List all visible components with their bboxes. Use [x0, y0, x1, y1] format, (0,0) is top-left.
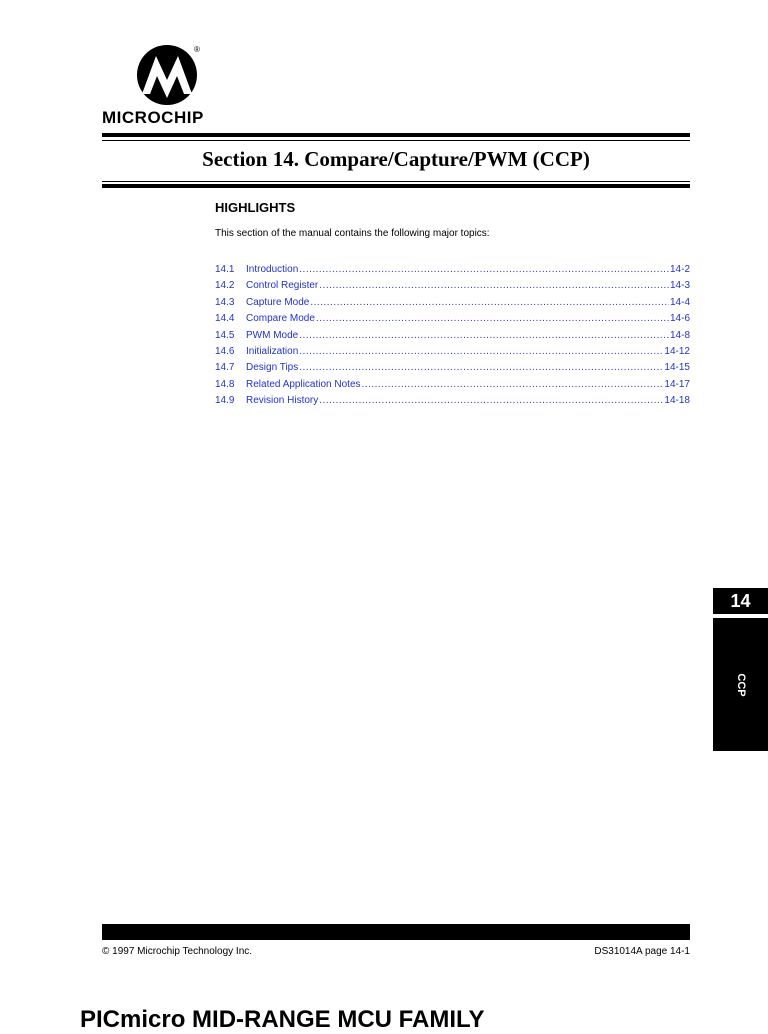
table-of-contents	[215, 264, 690, 412]
toc-item-introduction[interactable]	[215, 264, 690, 280]
toc-number: 14.4	[215, 313, 235, 325]
toc-title[interactable]: Compare Mode	[246, 313, 315, 325]
header-rule-thin	[102, 140, 690, 141]
toc-number: 14.6	[215, 345, 235, 357]
logo-wordmark: MICROCHIP	[102, 108, 204, 127]
toc-item-revision-history[interactable]	[215, 395, 690, 411]
toc-item-pwm-mode[interactable]	[215, 330, 690, 346]
toc-item-compare-mode[interactable]	[215, 313, 690, 329]
toc-title[interactable]: Control Register	[246, 280, 319, 292]
toc-leader-dots	[299, 264, 669, 275]
highlights-heading: HIGHLIGHTS	[215, 200, 296, 215]
toc-item-control-register[interactable]	[215, 280, 690, 296]
microchip-logo-icon	[134, 42, 204, 106]
toc-title[interactable]: PWM Mode	[246, 329, 299, 341]
toc-item-design-tips[interactable]	[215, 362, 690, 378]
highlights-intro: This section of the manual contains the following major topics:	[215, 228, 490, 239]
toc-number: 14.9	[215, 395, 235, 407]
toc-item-related-application-notes[interactable]	[215, 379, 690, 395]
toc-page[interactable]: 14-15	[664, 362, 690, 374]
toc-leader-dots	[310, 297, 669, 308]
toc-number: 14.3	[215, 296, 235, 308]
toc-page[interactable]: 14-3	[669, 280, 690, 292]
toc-title[interactable]: Initialization	[246, 345, 299, 357]
toc-leader-dots	[299, 362, 663, 373]
toc-leader-dots	[299, 346, 663, 357]
toc-page[interactable]: 14-8	[669, 329, 690, 341]
footer-doc-id: DS31014A page 14-1	[594, 946, 690, 957]
toc-leader-dots	[319, 280, 669, 291]
toc-page[interactable]: 14-12	[664, 345, 690, 357]
section-tab-label-text: CCP	[734, 672, 747, 697]
toc-page[interactable]: 14-2	[669, 264, 690, 275]
toc-page[interactable]: 14-6	[669, 313, 690, 325]
registered-mark: ®	[194, 45, 200, 54]
toc-leader-dots	[362, 379, 664, 390]
toc-leader-dots	[299, 330, 669, 341]
toc-page[interactable]: 14-4	[669, 296, 690, 308]
toc-title[interactable]: Introduction	[246, 264, 299, 275]
toc-item-capture-mode[interactable]	[215, 297, 690, 313]
toc-number: 14.1	[215, 264, 235, 275]
toc-item-initialization[interactable]	[215, 346, 690, 362]
toc-number: 14.5	[215, 329, 235, 341]
toc-title[interactable]: Design Tips	[246, 362, 299, 374]
microchip-logo	[102, 42, 242, 130]
toc-leader-dots	[319, 395, 663, 406]
toc-title[interactable]: Related Application Notes	[246, 378, 361, 390]
toc-title[interactable]: Capture Mode	[246, 296, 310, 308]
footer-copyright: © 1997 Microchip Technology Inc.	[102, 946, 253, 957]
toc-number: 14.2	[215, 280, 235, 292]
toc-page[interactable]: 14-17	[664, 378, 690, 390]
footer-rule	[102, 924, 690, 940]
toc-number: 14.8	[215, 378, 235, 390]
toc-title[interactable]: Revision History	[246, 395, 319, 407]
section-tab-number: 14	[713, 588, 768, 614]
header-rule-thick	[102, 133, 690, 137]
section-tab-label	[713, 618, 768, 751]
toc-page[interactable]: 14-18	[664, 395, 690, 407]
section-title: Section 14. Compare/Capture/PWM (CCP)	[202, 147, 590, 171]
toc-number: 14.7	[215, 362, 235, 374]
title-rule-thick	[102, 184, 690, 188]
title-rule-thin	[102, 181, 690, 182]
next-page-title: PICmicro MID-RANGE MCU FAMILY	[80, 1006, 485, 1033]
toc-leader-dots	[316, 313, 669, 324]
